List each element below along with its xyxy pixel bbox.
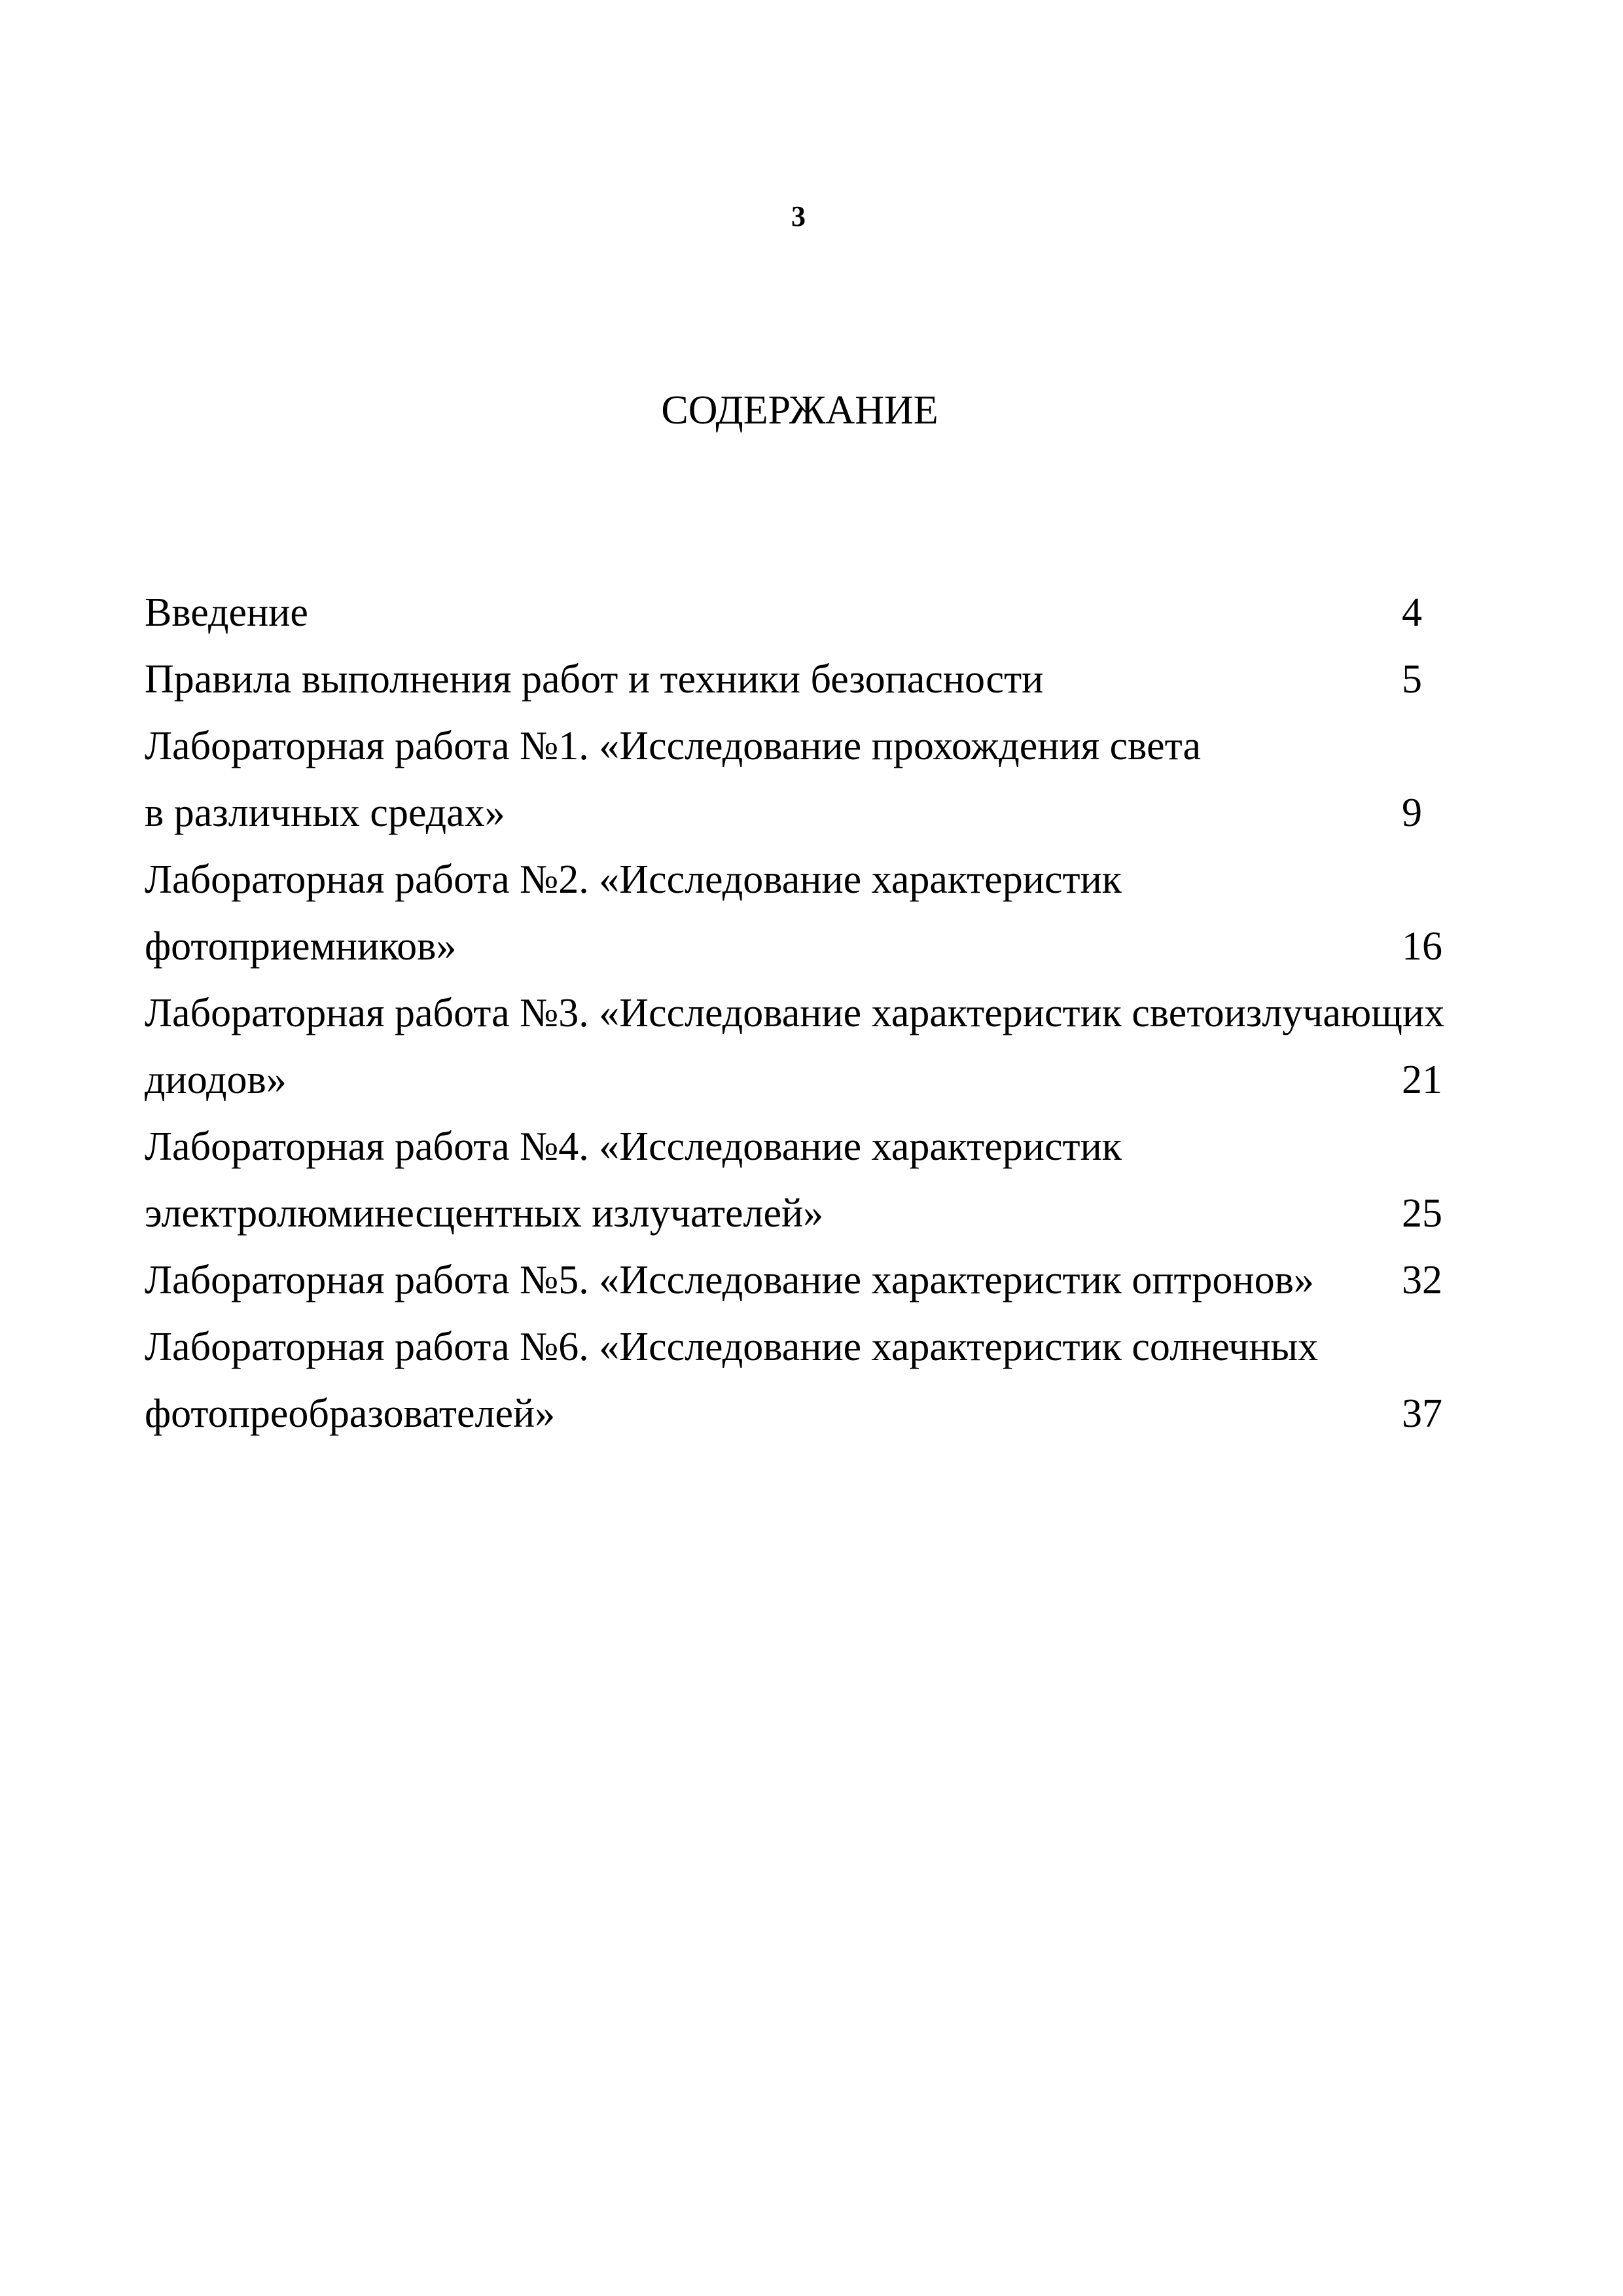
toc-entry-text: Лабораторная работа №2. «Исследование характеристик bbox=[145, 857, 1122, 902]
toc-entry-lab2-line1[interactable] bbox=[145, 853, 1454, 906]
toc-entry-safety-rules[interactable] bbox=[145, 653, 1454, 706]
toc-entry-page: 5 bbox=[1402, 657, 1422, 702]
toc-entry-page: 25 bbox=[1402, 1191, 1442, 1236]
toc-entry-text: Введение bbox=[145, 590, 308, 635]
toc-entry-page: 4 bbox=[1402, 590, 1422, 635]
toc-title: СОДЕРЖАНИЕ bbox=[661, 388, 938, 433]
toc-entry-text: фотоприемников» bbox=[145, 924, 457, 969]
toc-entry-lab2-line2[interactable] bbox=[145, 920, 1454, 973]
toc-entry-text: в различных средах» bbox=[145, 791, 505, 835]
toc-entry-page: 37 bbox=[1402, 1391, 1442, 1436]
toc-entry-text: Лабораторная работа №5. «Исследование характеристик оптронов» bbox=[145, 1258, 1314, 1302]
toc-entry-text: Правила выполнения работ и техники безопасности bbox=[145, 657, 1044, 702]
toc-entry-text: фотопреобразователей» bbox=[145, 1391, 556, 1436]
toc-entry-lab4-line2[interactable] bbox=[145, 1187, 1454, 1240]
toc-entry-text: Лабораторная работа №4. «Исследование характеристик bbox=[145, 1124, 1122, 1169]
toc-entry-page: 9 bbox=[1402, 791, 1422, 835]
toc-entry-page: 32 bbox=[1402, 1258, 1442, 1302]
page-number: 3 bbox=[791, 200, 806, 232]
toc-entry-page: 21 bbox=[1402, 1058, 1442, 1102]
toc-entry-page: 16 bbox=[1402, 924, 1442, 969]
toc-entry-lab1-line1[interactable] bbox=[145, 720, 1454, 772]
toc-entry-text: Лабораторная работа №3. «Исследование характеристик светоизлучающих bbox=[145, 991, 1445, 1035]
toc-entry-lab6-line1[interactable] bbox=[145, 1321, 1454, 1373]
toc-entry-text: электролюминесцентных излучателей» bbox=[145, 1191, 824, 1236]
toc-entry-text: Лабораторная работа №1. «Исследование прохождения света bbox=[145, 724, 1201, 768]
toc-entry-text: диодов» bbox=[145, 1058, 287, 1102]
toc-entry-lab5[interactable] bbox=[145, 1254, 1454, 1306]
toc-entry-lab3-line2[interactable] bbox=[145, 1054, 1454, 1106]
toc-entry-lab4-line1[interactable] bbox=[145, 1121, 1454, 1173]
toc-entry-introduction[interactable] bbox=[145, 586, 1454, 639]
toc-entry-text: Лабораторная работа №6. «Исследование характеристик солнечных bbox=[145, 1325, 1319, 1369]
toc-entry-lab1-line2[interactable] bbox=[145, 787, 1454, 839]
toc-entry-lab6-line2[interactable] bbox=[145, 1388, 1454, 1440]
toc-entry-lab3-line1[interactable] bbox=[145, 987, 1454, 1039]
